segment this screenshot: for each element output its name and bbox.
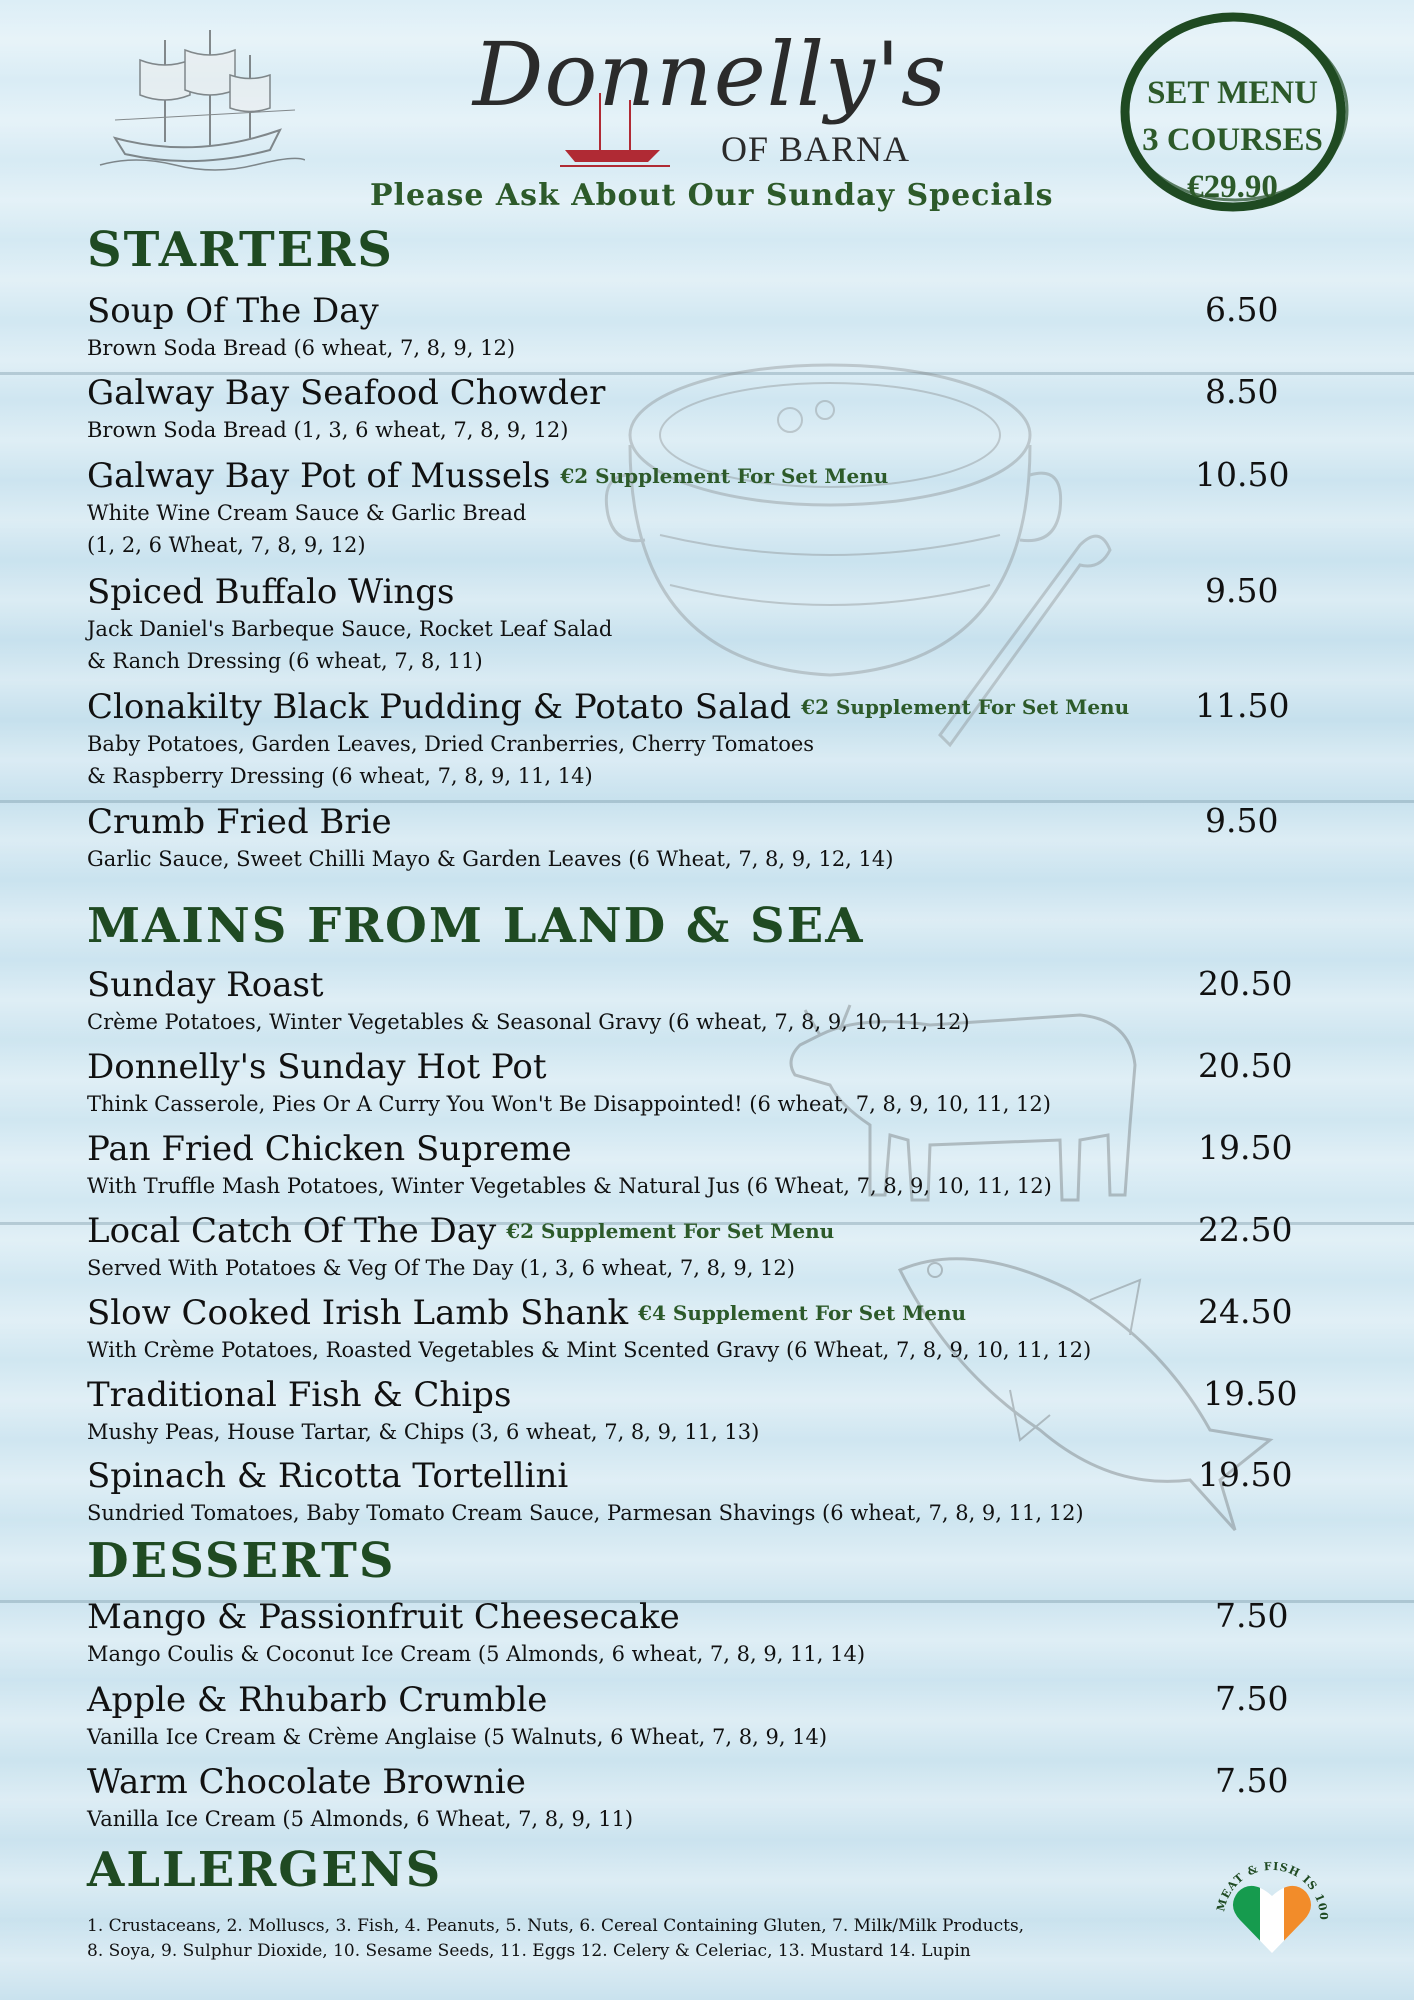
item-description: Mango Coulis & Coconut Ice Cream (5 Almonds, 6 wheat, 7, 8, 9, 11, 14) — [87, 1642, 866, 1666]
item-name: Local Catch Of The Day — [87, 1211, 497, 1251]
allergen-list — [87, 1914, 1187, 1964]
section-title-allergens: ALLERGENS — [87, 1842, 443, 1898]
item-price: 19.50 — [1198, 1455, 1293, 1494]
logo-wordmark: Donnelly's — [472, 23, 948, 126]
menu-item — [87, 571, 1317, 677]
item-price: 7.50 — [1215, 1596, 1289, 1635]
section-title-desserts: DESSERTS — [87, 1533, 396, 1589]
section-title-mains: MAINS FROM LAND & SEA — [87, 898, 865, 954]
item-name: Traditional Fish & Chips — [87, 1375, 512, 1415]
menu-item — [87, 686, 1317, 792]
item-description: Vanilla Ice Cream & Crème Anglaise (5 Walnuts, 6 Wheat, 7, 8, 9, 14) — [87, 1725, 828, 1749]
set-menu-price: €29.90 — [1187, 169, 1278, 205]
section-title-starters: STARTERS — [87, 222, 394, 278]
set-menu-label: SET MENU — [1147, 75, 1318, 111]
item-description: Sundried Tomatoes, Baby Tomato Cream Sauce, Parmesan Shavings (6 wheat, 7, 8, 9, 11, 12) — [87, 1501, 1084, 1525]
sailboat-icon — [560, 88, 670, 168]
set-menu-courses: 3 COURSES — [1142, 122, 1323, 158]
item-description: Think Casserole, Pies Or A Curry You Won't Be Disappointed! (6 wheat, 7, 8, 9, 10, 11, 12) — [87, 1092, 1051, 1116]
item-price: 9.50 — [1205, 801, 1279, 840]
item-price: 10.50 — [1195, 455, 1290, 494]
menu-item — [87, 1128, 1317, 1202]
item-name: Spinach & Ricotta Tortellini — [87, 1456, 569, 1496]
menu-item — [87, 1292, 1317, 1366]
menu-item — [87, 801, 1317, 875]
menu-item — [87, 964, 1317, 1038]
item-price: 20.50 — [1198, 964, 1293, 1003]
allergen-line-1: 1. Crustaceans, 2. Molluscs, 3. Fish, 4. Peanuts, 5. Nuts, 6. Cereal Containing Gluten, 7. Milk/Milk Products, — [87, 1916, 1025, 1936]
allergen-line-2: 8. Soya, 9. Sulphur Dioxide, 10. Sesame Seeds, 11. Eggs 12. Celery & Celeriac, 13. Mustard 14. Lupin — [87, 1941, 971, 1961]
item-name: Galway Bay Pot of Mussels — [87, 456, 551, 496]
menu-item — [87, 1455, 1317, 1529]
menu-item — [87, 1679, 1317, 1753]
item-name: Slow Cooked Irish Lamb Shank — [87, 1293, 629, 1333]
supplement-note: €2 Supplement For Set Menu — [560, 464, 889, 488]
item-description: Brown Soda Bread (1, 3, 6 wheat, 7, 8, 9, 12) — [87, 418, 569, 442]
item-name: Crumb Fried Brie — [87, 802, 392, 842]
item-description: Crème Potatoes, Winter Vegetables & Seasonal Gravy (6 wheat, 7, 8, 9, 10, 11, 12) — [87, 1010, 970, 1034]
item-price: 7.50 — [1215, 1679, 1289, 1718]
logo-subtitle: OF BARNA — [720, 129, 910, 169]
supplement-note: €4 Supplement For Set Menu — [638, 1301, 967, 1325]
item-price: 11.50 — [1195, 686, 1290, 725]
sunday-specials-tagline: Please Ask About Our Sunday Specials — [370, 178, 1054, 213]
item-price: 8.50 — [1205, 372, 1279, 411]
item-name: Sunday Roast — [87, 965, 324, 1005]
item-price: 19.50 — [1203, 1374, 1298, 1413]
restaurant-logo — [440, 10, 980, 170]
item-name: Donnelly's Sunday Hot Pot — [87, 1047, 547, 1087]
menu-item — [87, 1046, 1317, 1120]
item-name: Mango & Passionfruit Cheesecake — [87, 1597, 680, 1637]
item-name: Soup Of The Day — [87, 291, 379, 331]
item-description: With Crème Potatoes, Roasted Vegetables & Mint Scented Gravy (6 Wheat, 7, 8, 9, 10, 11, 12) — [87, 1338, 1092, 1362]
menu-item — [87, 1761, 1317, 1835]
menu-item — [87, 372, 1317, 446]
irish-heart-icon — [1212, 1848, 1332, 1968]
item-description: White Wine Cream Sauce & Garlic Bread (1, 2, 6 Wheat, 7, 8, 9, 12) — [87, 501, 527, 557]
item-name: Warm Chocolate Brownie — [87, 1762, 526, 1802]
item-price: 20.50 — [1198, 1046, 1293, 1085]
ship-illustration — [95, 20, 305, 180]
item-description: Vanilla Ice Cream (5 Almonds, 6 Wheat, 7, 8, 9, 11) — [87, 1807, 634, 1831]
item-price: 7.50 — [1215, 1761, 1289, 1800]
item-price: 19.50 — [1198, 1128, 1293, 1167]
item-description: Served With Potatoes & Veg Of The Day (1, 3, 6 wheat, 7, 8, 9, 12) — [87, 1256, 795, 1280]
item-name: Spiced Buffalo Wings — [87, 572, 455, 612]
supplement-note: €2 Supplement For Set Menu — [506, 1219, 835, 1243]
item-description: Baby Potatoes, Garden Leaves, Dried Cranberries, Cherry Tomatoes & Raspberry Dressing (6 wheat, 7, 8, 9, 11, 14) — [87, 732, 815, 788]
item-price: 24.50 — [1198, 1292, 1293, 1331]
menu-item — [87, 1374, 1317, 1448]
item-description: Brown Soda Bread (6 wheat, 7, 8, 9, 12) — [87, 336, 516, 360]
menu-item — [87, 455, 1317, 561]
item-description: Mushy Peas, House Tartar, & Chips (3, 6 wheat, 7, 8, 9, 11, 13) — [87, 1420, 760, 1444]
item-price: 9.50 — [1205, 571, 1279, 610]
set-menu-badge — [1115, 12, 1350, 212]
item-name: Apple & Rhubarb Crumble — [87, 1680, 548, 1720]
item-description: Jack Daniel's Barbeque Sauce, Rocket Leaf Salad & Ranch Dressing (6 wheat, 7, 8, 11) — [87, 617, 613, 673]
item-name: Galway Bay Seafood Chowder — [87, 373, 606, 413]
menu-item — [87, 290, 1317, 364]
item-price: 22.50 — [1198, 1210, 1293, 1249]
item-price: 6.50 — [1205, 290, 1279, 329]
item-description: With Truffle Mash Potatoes, Winter Vegetables & Natural Jus (6 Wheat, 7, 8, 9, 10, 11, 12) — [87, 1174, 1052, 1198]
item-name: Pan Fried Chicken Supreme — [87, 1129, 572, 1169]
menu-item — [87, 1210, 1317, 1284]
supplement-note: €2 Supplement For Set Menu — [801, 695, 1130, 719]
irish-meat-badge — [1212, 1848, 1332, 1968]
menu-item — [87, 1596, 1317, 1670]
item-description: Garlic Sauce, Sweet Chilli Mayo & Garden Leaves (6 Wheat, 7, 8, 9, 12, 14) — [87, 847, 894, 871]
badge-text: MEAT & FISH IS 100 — [1214, 1859, 1331, 1922]
item-name: Clonakilty Black Pudding & Potato Salad — [87, 687, 792, 727]
